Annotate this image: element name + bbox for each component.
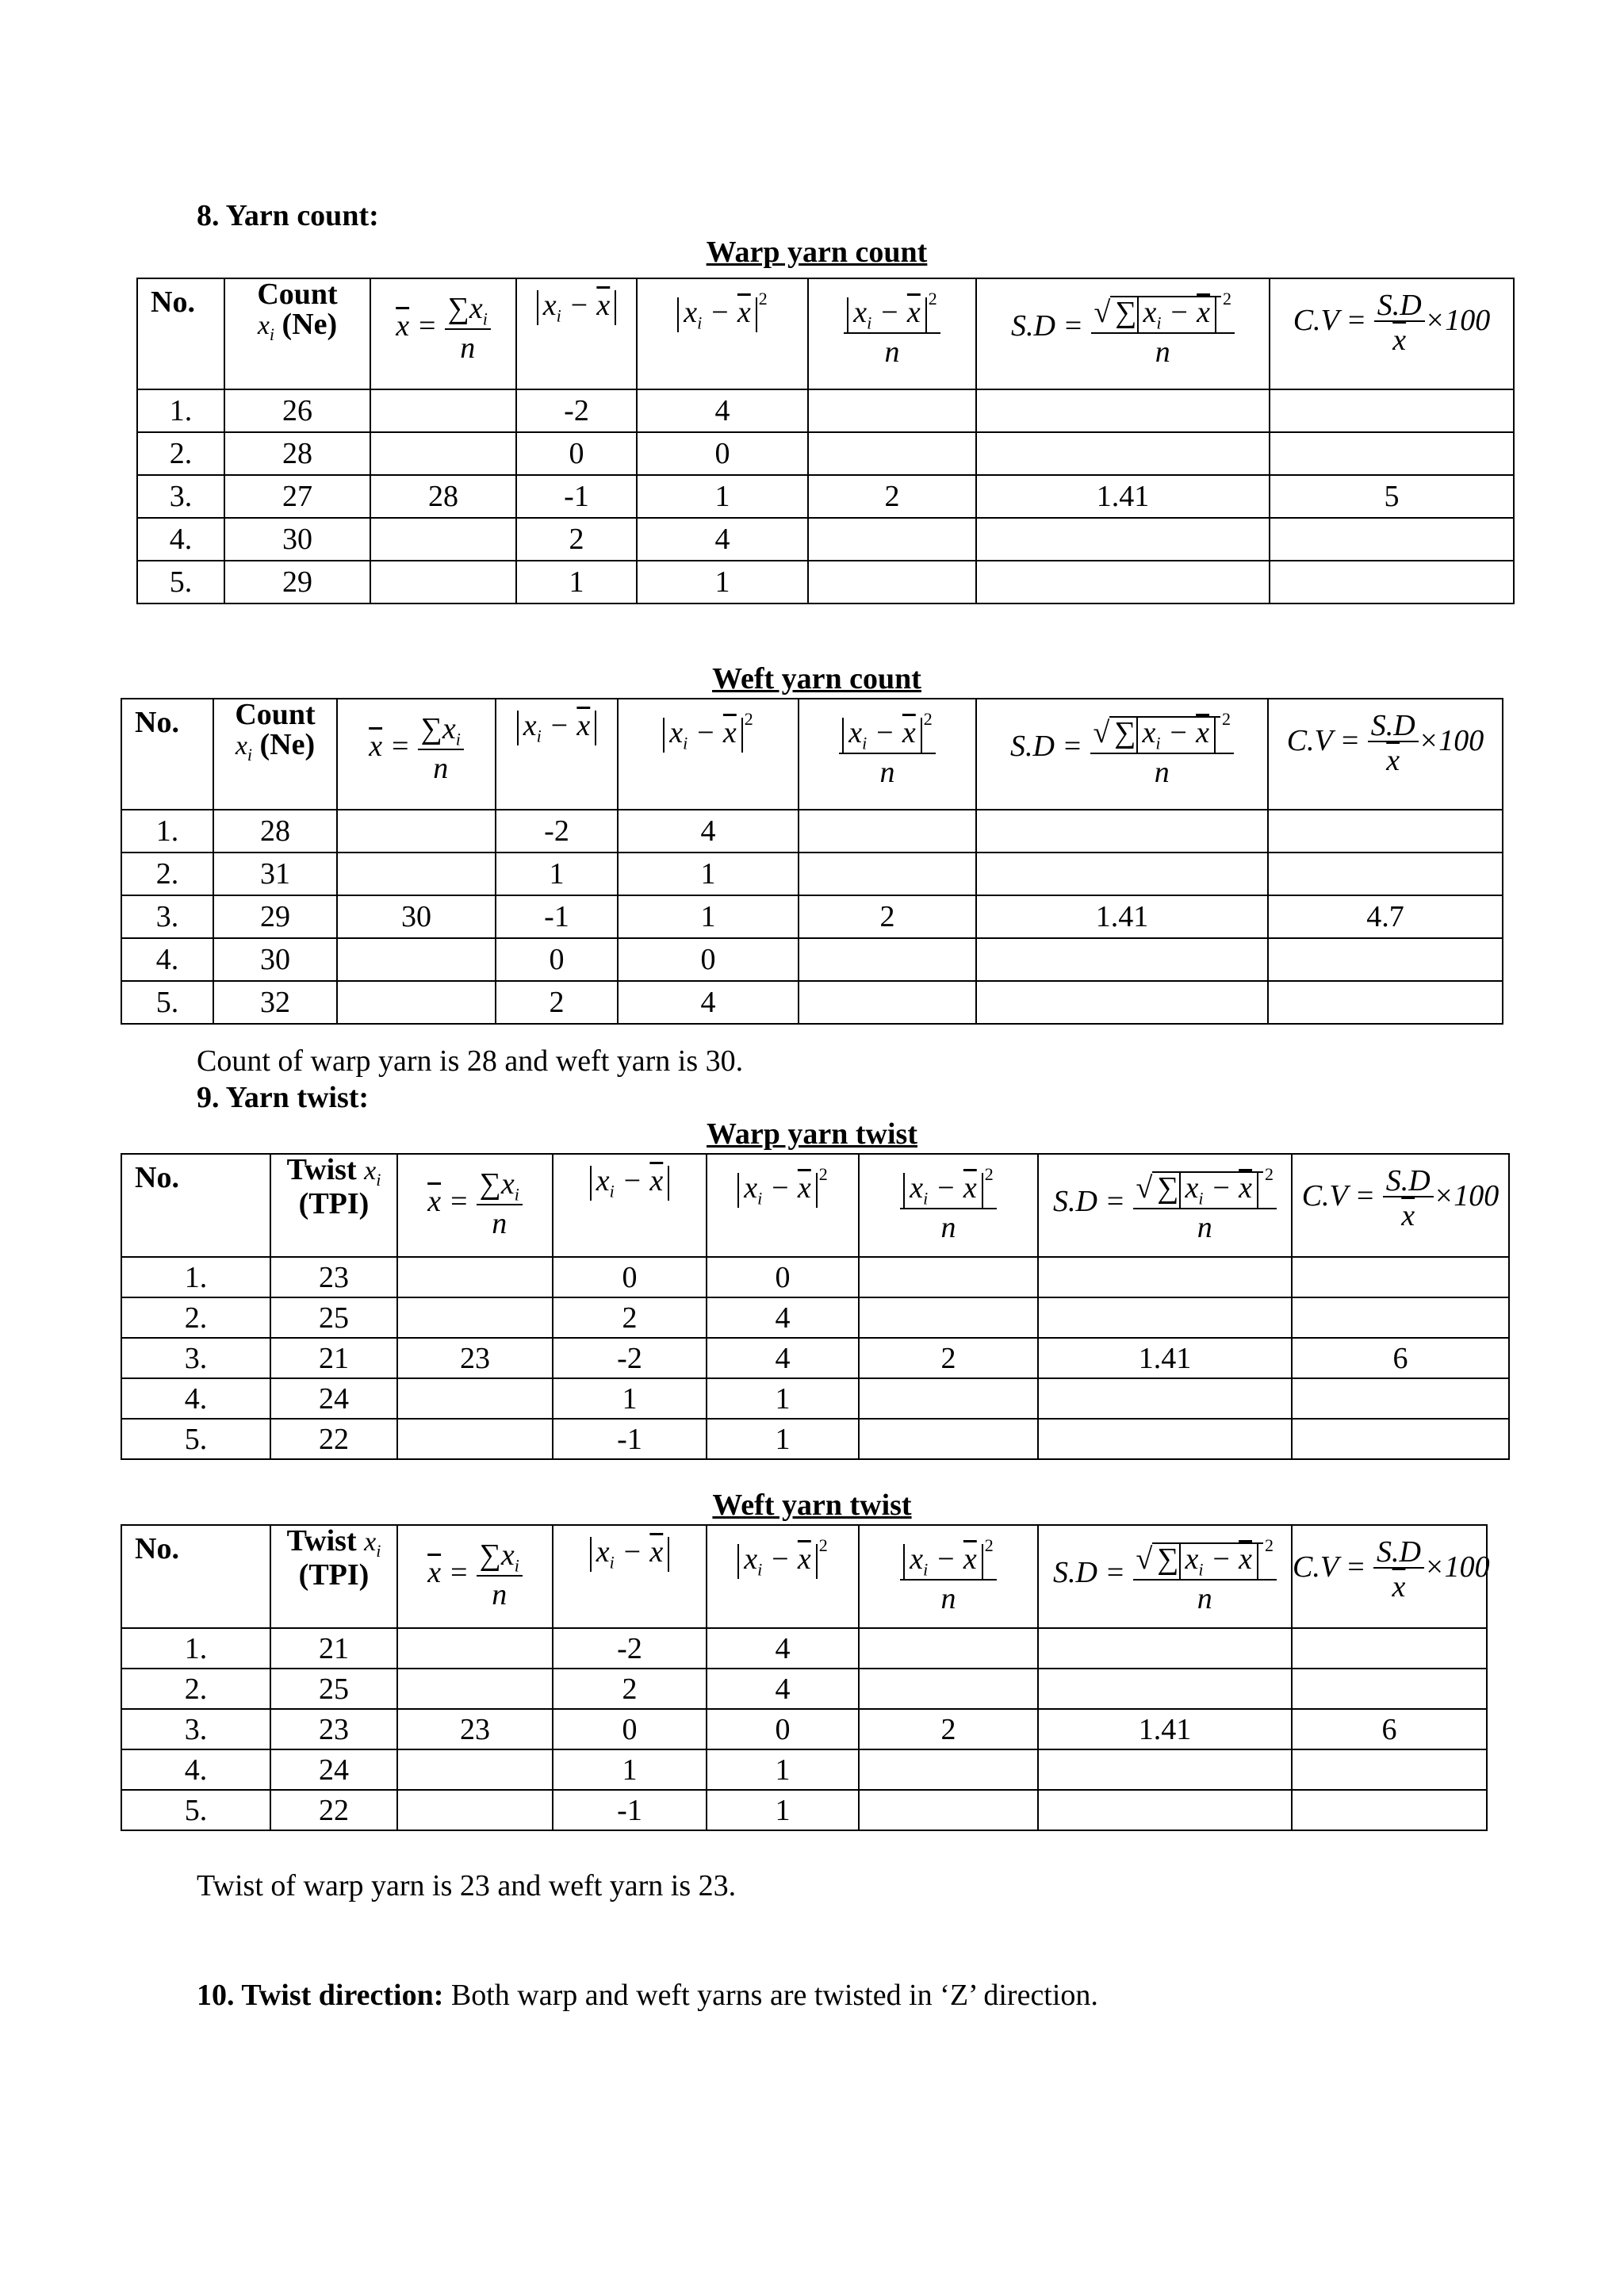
cell-dev: -2 bbox=[553, 1338, 707, 1378]
cell-cv bbox=[1268, 938, 1503, 981]
cell-variance bbox=[799, 938, 976, 981]
cell-no: 3. bbox=[121, 895, 213, 938]
cell-cv bbox=[1268, 981, 1503, 1024]
cell-mean bbox=[397, 1257, 553, 1297]
table-row bbox=[137, 475, 1514, 518]
cell-variance bbox=[799, 981, 976, 1024]
cell-mean bbox=[397, 1669, 553, 1709]
cell-dev: 2 bbox=[516, 518, 637, 561]
cell-mean: 23 bbox=[397, 1338, 553, 1378]
cell-no: 3. bbox=[121, 1709, 270, 1749]
cell-sd: 1.41 bbox=[976, 475, 1270, 518]
cell-sq: 1 bbox=[618, 895, 799, 938]
cell-sq: 4 bbox=[707, 1628, 859, 1669]
cell-no: 2. bbox=[121, 1297, 270, 1338]
count-summary: Count of warp yarn is 28 and weft yarn is 30. bbox=[197, 1044, 744, 1078]
header-mean-formula: $\overline{x}$ = $\frac{\sum x_i}{n}$ bbox=[370, 278, 516, 389]
cell-sd: 1.41 bbox=[1038, 1709, 1292, 1749]
twist-direction-text: Both warp and weft yarns are twisted in ‘Z’ direction. bbox=[443, 1979, 1098, 2012]
cell-sd bbox=[1038, 1628, 1292, 1669]
cell-value: 27 bbox=[224, 475, 370, 518]
cell-no: 2. bbox=[137, 432, 224, 475]
cell-sd bbox=[1038, 1669, 1292, 1709]
cell-variance bbox=[859, 1257, 1038, 1297]
cell-cv bbox=[1292, 1378, 1509, 1419]
cell-dev: -2 bbox=[496, 810, 618, 853]
cell-sq: 4 bbox=[618, 810, 799, 853]
cell-mean bbox=[397, 1297, 553, 1338]
cell-value: 29 bbox=[213, 895, 337, 938]
cell-sd bbox=[1038, 1297, 1292, 1338]
weft-count-table bbox=[121, 698, 1503, 1025]
header-cv-formula: C.V = $\frac{S.D}{x}$ ×100 bbox=[1292, 1525, 1487, 1628]
cell-value: 29 bbox=[224, 561, 370, 603]
table-row bbox=[121, 895, 1503, 938]
header-sq-dev: $x_i - \overline{x}$ $^2$ bbox=[618, 699, 799, 810]
table-row bbox=[121, 1749, 1487, 1790]
cell-sq: 1 bbox=[707, 1790, 859, 1830]
cell-value: 32 bbox=[213, 981, 337, 1024]
cell-no: 1. bbox=[121, 1628, 270, 1669]
header-cv-formula: C.V = $\frac{S.D}{x}$ ×100 bbox=[1292, 1154, 1509, 1257]
cell-value: 28 bbox=[224, 432, 370, 475]
cell-sd: 1.41 bbox=[976, 895, 1268, 938]
weft-twist-table bbox=[121, 1524, 1488, 1831]
cell-sq: 1 bbox=[637, 475, 808, 518]
cell-no: 4. bbox=[121, 1749, 270, 1790]
cell-sd: 1.41 bbox=[1038, 1338, 1292, 1378]
cell-sq: 4 bbox=[618, 981, 799, 1024]
cell-mean bbox=[337, 938, 496, 981]
cell-sd bbox=[976, 518, 1270, 561]
cell-value: 26 bbox=[224, 389, 370, 432]
cell-cv bbox=[1270, 389, 1514, 432]
cell-sd bbox=[976, 853, 1268, 895]
header-cv-formula: C.V = $\frac{S.D}{x}$ ×100 bbox=[1270, 278, 1514, 389]
table-row bbox=[137, 561, 1514, 603]
cell-sd bbox=[976, 810, 1268, 853]
cell-cv bbox=[1292, 1257, 1509, 1297]
cell-sd bbox=[1038, 1790, 1292, 1830]
warp-twist-title: Warp yarn twist bbox=[707, 1117, 917, 1151]
table-row bbox=[137, 432, 1514, 475]
cell-cv: 6 bbox=[1292, 1709, 1487, 1749]
cell-sq: 4 bbox=[707, 1338, 859, 1378]
header-mean-formula: $\overline{x}$ = $\frac{\sum x_i}{n}$ bbox=[397, 1154, 553, 1257]
cell-no: 1. bbox=[137, 389, 224, 432]
cell-sd bbox=[1038, 1419, 1292, 1459]
cell-dev: 2 bbox=[553, 1297, 707, 1338]
cell-variance bbox=[859, 1669, 1038, 1709]
cell-mean bbox=[337, 981, 496, 1024]
table-row bbox=[121, 981, 1503, 1024]
cell-no: 5. bbox=[121, 1419, 270, 1459]
cell-sq: 1 bbox=[637, 561, 808, 603]
cell-dev: 1 bbox=[553, 1749, 707, 1790]
cell-variance bbox=[799, 853, 976, 895]
cell-value: 24 bbox=[270, 1378, 397, 1419]
yarn-twist-heading: 9. Yarn twist: bbox=[197, 1081, 370, 1114]
cell-sq: 4 bbox=[637, 518, 808, 561]
cell-no: 1. bbox=[121, 810, 213, 853]
cell-mean bbox=[397, 1749, 553, 1790]
cell-dev: -1 bbox=[553, 1419, 707, 1459]
cell-variance bbox=[799, 810, 976, 853]
cell-dev: 1 bbox=[516, 561, 637, 603]
cell-variance: 2 bbox=[808, 475, 976, 518]
cell-cv bbox=[1268, 810, 1503, 853]
table-row bbox=[137, 518, 1514, 561]
cell-value: 28 bbox=[213, 810, 337, 853]
cell-mean bbox=[397, 1378, 553, 1419]
header-sq-dev: $x_i - \overline{x}$ $^2$ bbox=[707, 1154, 859, 1257]
cell-no: 5. bbox=[121, 1790, 270, 1830]
cell-sq: 4 bbox=[707, 1669, 859, 1709]
header-mean-formula: $\overline{x}$ = $\frac{\sum x_i}{n}$ bbox=[397, 1525, 553, 1628]
cell-no: 3. bbox=[137, 475, 224, 518]
cell-cv: 6 bbox=[1292, 1338, 1509, 1378]
twist-direction-line bbox=[197, 1978, 1098, 2013]
cell-variance: 2 bbox=[799, 895, 976, 938]
cell-dev: 2 bbox=[553, 1669, 707, 1709]
header-variance: $\frac{x_i - \overline{x} ^2}{n}$ bbox=[859, 1154, 1038, 1257]
cell-no: 3. bbox=[121, 1338, 270, 1378]
header-no: No. bbox=[121, 1154, 270, 1257]
cell-dev: 0 bbox=[516, 432, 637, 475]
header-sd-formula: S.D = $\frac{√ \sum x_i - \overline{x} ^2}{n}$ bbox=[976, 699, 1268, 810]
cell-cv bbox=[1292, 1669, 1487, 1709]
cell-no: 2. bbox=[121, 1669, 270, 1709]
cell-mean bbox=[397, 1419, 553, 1459]
cell-value: 25 bbox=[270, 1669, 397, 1709]
cell-cv bbox=[1292, 1628, 1487, 1669]
table-row bbox=[137, 389, 1514, 432]
cell-dev: 0 bbox=[496, 938, 618, 981]
header-value: Count $x_i$ (Ne) bbox=[224, 278, 370, 389]
header-sd-formula: S.D = $\frac{√ \sum x_i - \overline{x} ^2}{n}$ bbox=[976, 278, 1270, 389]
cell-mean: 23 bbox=[397, 1709, 553, 1749]
table-row bbox=[121, 1378, 1509, 1419]
cell-no: 2. bbox=[121, 853, 213, 895]
cell-dev: -1 bbox=[553, 1790, 707, 1830]
cell-cv bbox=[1292, 1419, 1509, 1459]
header-mean-formula: $\overline{x}$ = $\frac{\sum x_i}{n}$ bbox=[337, 699, 496, 810]
header-variance: $\frac{x_i - \overline{x} ^2}{n}$ bbox=[808, 278, 976, 389]
cell-dev: 2 bbox=[496, 981, 618, 1024]
cell-cv bbox=[1292, 1749, 1487, 1790]
cell-sd bbox=[976, 389, 1270, 432]
cell-mean: 30 bbox=[337, 895, 496, 938]
header-sd-formula: S.D = $\frac{√ \sum x_i - \overline{x} ^2}{n}$ bbox=[1038, 1154, 1292, 1257]
cell-sd bbox=[1038, 1257, 1292, 1297]
cell-dev: 1 bbox=[553, 1378, 707, 1419]
warp-twist-table bbox=[121, 1153, 1510, 1460]
table-row bbox=[121, 1419, 1509, 1459]
twist-summary: Twist of warp yarn is 23 and weft yarn is 23. bbox=[197, 1869, 737, 1902]
cell-sq: 1 bbox=[618, 853, 799, 895]
cell-dev: 1 bbox=[496, 853, 618, 895]
cell-value: 24 bbox=[270, 1749, 397, 1790]
cell-sd bbox=[1038, 1378, 1292, 1419]
cell-no: 5. bbox=[137, 561, 224, 603]
cell-dev: -1 bbox=[516, 475, 637, 518]
cell-dev: -1 bbox=[496, 895, 618, 938]
cell-dev: -2 bbox=[516, 389, 637, 432]
cell-value: 30 bbox=[213, 938, 337, 981]
table-row bbox=[121, 1257, 1509, 1297]
cell-sq: 0 bbox=[707, 1257, 859, 1297]
cell-cv: 5 bbox=[1270, 475, 1514, 518]
header-abs-dev: $x_i - \overline{x}$ bbox=[553, 1525, 707, 1628]
cell-cv bbox=[1292, 1790, 1487, 1830]
cell-sd bbox=[1038, 1749, 1292, 1790]
cell-value: 21 bbox=[270, 1338, 397, 1378]
warp-count-table bbox=[136, 278, 1515, 604]
table-row bbox=[121, 853, 1503, 895]
header-no: No. bbox=[137, 278, 224, 389]
header-variance: $\frac{x_i - \overline{x} ^2}{n}$ bbox=[799, 699, 976, 810]
cell-sq: 0 bbox=[707, 1709, 859, 1749]
cell-sq: 0 bbox=[618, 938, 799, 981]
cell-no: 4. bbox=[137, 518, 224, 561]
cell-sq: 4 bbox=[637, 389, 808, 432]
cell-variance bbox=[859, 1628, 1038, 1669]
cell-cv: 4.7 bbox=[1268, 895, 1503, 938]
weft-count-title: Weft yarn count bbox=[712, 662, 921, 695]
cell-dev: 0 bbox=[553, 1257, 707, 1297]
header-no: No. bbox=[121, 699, 213, 810]
cell-sd bbox=[976, 561, 1270, 603]
cell-no: 4. bbox=[121, 938, 213, 981]
cell-no: 1. bbox=[121, 1257, 270, 1297]
cell-dev: -2 bbox=[553, 1628, 707, 1669]
table-row bbox=[121, 1338, 1509, 1378]
cell-value: 21 bbox=[270, 1628, 397, 1669]
cell-variance bbox=[859, 1297, 1038, 1338]
table-row bbox=[121, 1669, 1487, 1709]
header-no: No. bbox=[121, 1525, 270, 1628]
header-cv-formula: C.V = $\frac{S.D}{x}$ ×100 bbox=[1268, 699, 1503, 810]
cell-mean bbox=[397, 1628, 553, 1669]
header-sq-dev: $x_i - \overline{x}$ $^2$ bbox=[637, 278, 808, 389]
cell-sd bbox=[976, 432, 1270, 475]
cell-sq: 0 bbox=[637, 432, 808, 475]
cell-mean bbox=[370, 389, 516, 432]
table-row bbox=[121, 1297, 1509, 1338]
cell-cv bbox=[1270, 432, 1514, 475]
cell-sq: 1 bbox=[707, 1419, 859, 1459]
header-value: Twist $x_i$ (TPI) bbox=[270, 1154, 397, 1257]
cell-cv bbox=[1270, 561, 1514, 603]
cell-value: 30 bbox=[224, 518, 370, 561]
cell-variance bbox=[808, 518, 976, 561]
yarn-count-heading: 8. Yarn count: bbox=[197, 199, 379, 232]
cell-mean bbox=[397, 1790, 553, 1830]
cell-value: 23 bbox=[270, 1257, 397, 1297]
cell-sq: 1 bbox=[707, 1749, 859, 1790]
cell-mean bbox=[337, 853, 496, 895]
table-row bbox=[121, 1790, 1487, 1830]
cell-cv bbox=[1268, 853, 1503, 895]
cell-sd bbox=[976, 981, 1268, 1024]
cell-sq: 1 bbox=[707, 1378, 859, 1419]
weft-twist-title: Weft yarn twist bbox=[712, 1489, 912, 1522]
cell-mean bbox=[337, 810, 496, 853]
cell-value: 22 bbox=[270, 1790, 397, 1830]
cell-value: 25 bbox=[270, 1297, 397, 1338]
cell-cv bbox=[1270, 518, 1514, 561]
header-variance: $\frac{x_i - \overline{x} ^2}{n}$ bbox=[859, 1525, 1038, 1628]
header-abs-dev: $x_i - \overline{x}$ bbox=[553, 1154, 707, 1257]
cell-mean bbox=[370, 432, 516, 475]
cell-sd bbox=[976, 938, 1268, 981]
cell-mean: 28 bbox=[370, 475, 516, 518]
cell-no: 5. bbox=[121, 981, 213, 1024]
table-row bbox=[121, 938, 1503, 981]
cell-value: 22 bbox=[270, 1419, 397, 1459]
cell-dev: 0 bbox=[553, 1709, 707, 1749]
cell-no: 4. bbox=[121, 1378, 270, 1419]
table-row bbox=[121, 1628, 1487, 1669]
header-value: Twist $x_i$ (TPI) bbox=[270, 1525, 397, 1628]
header-value: Count $x_i$ (Ne) bbox=[213, 699, 337, 810]
cell-cv bbox=[1292, 1297, 1509, 1338]
header-abs-dev: $x_i - \overline{x}$ bbox=[516, 278, 637, 389]
cell-variance bbox=[859, 1378, 1038, 1419]
cell-variance bbox=[808, 561, 976, 603]
cell-variance: 2 bbox=[859, 1338, 1038, 1378]
header-sd-formula: S.D = $\frac{√ \sum x_i - \overline{x} ^2}{n}$ bbox=[1038, 1525, 1292, 1628]
cell-variance bbox=[859, 1419, 1038, 1459]
warp-count-title: Warp yarn count bbox=[706, 236, 928, 269]
cell-variance bbox=[808, 432, 976, 475]
cell-sq: 4 bbox=[707, 1297, 859, 1338]
cell-variance bbox=[859, 1790, 1038, 1830]
header-abs-dev: $x_i - \overline{x}$ bbox=[496, 699, 618, 810]
cell-value: 31 bbox=[213, 853, 337, 895]
cell-mean bbox=[370, 518, 516, 561]
table-row bbox=[121, 810, 1503, 853]
header-sq-dev: $x_i - \overline{x}$ $^2$ bbox=[707, 1525, 859, 1628]
cell-variance bbox=[859, 1749, 1038, 1790]
cell-variance: 2 bbox=[859, 1709, 1038, 1749]
cell-value: 23 bbox=[270, 1709, 397, 1749]
twist-direction-label: 10. Twist direction: bbox=[197, 1979, 444, 2012]
cell-variance bbox=[808, 389, 976, 432]
cell-mean bbox=[370, 561, 516, 603]
table-row bbox=[121, 1709, 1487, 1749]
